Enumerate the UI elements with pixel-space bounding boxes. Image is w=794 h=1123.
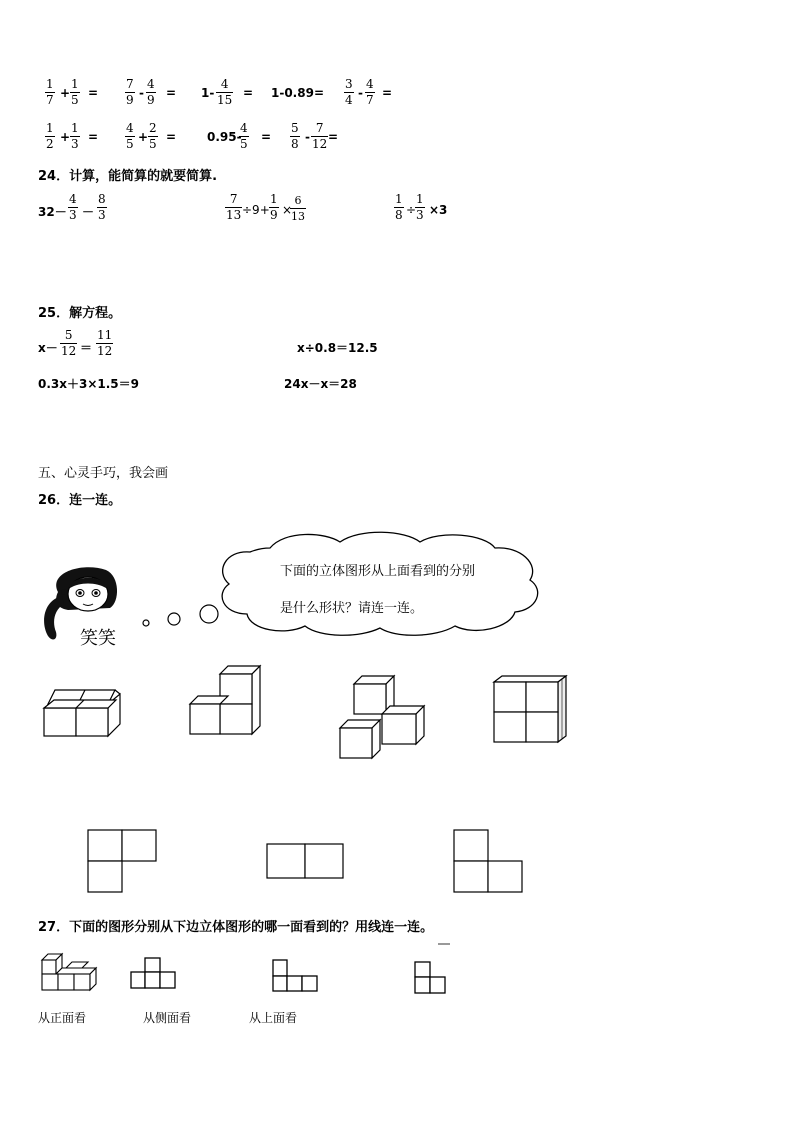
fraction: 3 4 (345, 77, 353, 107)
thought-circles (138, 600, 223, 630)
q27-view-2 (270, 957, 322, 995)
fraction: 1 2 (46, 121, 54, 151)
bubble-line-2: 是什么形状？请连一连。 (280, 601, 424, 616)
fraction: 4 5 (240, 121, 248, 151)
fraction: 6 13 (291, 194, 305, 223)
q27-label-side: 从侧面看 (143, 1011, 192, 1025)
q27-label-top: 从上面看 (249, 1011, 298, 1025)
fraction: 4 7 (366, 77, 374, 107)
solid-figure-1 (40, 680, 125, 740)
top-view-2 (265, 842, 347, 880)
fraction: 1 7 (46, 77, 54, 107)
fraction: 4 3 (69, 192, 77, 222)
q27-view-1 (129, 955, 179, 993)
fraction: 7 9 (126, 77, 134, 107)
fraction: 8 3 (98, 192, 106, 222)
q25-equation-2: x÷0.8＝12.5 (297, 341, 378, 355)
character-name: 笑笑 (80, 628, 116, 649)
top-view-1 (86, 828, 158, 894)
fraction: 1 9 (270, 192, 278, 222)
q25-equation-4: 24x－x＝28 (284, 377, 357, 391)
q27-title: 27．下面的图形分别从下边立体图形的哪一面看到的？用线连一连。 (38, 920, 434, 935)
q26-title: 26．连一连。 (38, 493, 122, 508)
fraction: 11 12 (97, 328, 113, 358)
fraction: 2 5 (149, 121, 157, 151)
q24-title: 24．计算，能简算的就要简算. (38, 169, 218, 184)
solid-figure-3 (338, 672, 428, 762)
fraction: 4 15 (217, 77, 233, 107)
fraction: 7 12 (312, 121, 328, 151)
solid-figure-4 (492, 672, 572, 746)
section-5-title: 五、心灵手巧，我会画 (38, 466, 169, 481)
q25-equation-3: 0.3x＋3×1.5＝9 (38, 377, 140, 391)
q27-label-front: 从正面看 (38, 1011, 87, 1025)
fraction: 1 5 (71, 77, 79, 107)
q27-solid (40, 950, 100, 994)
fraction: 1 3 (71, 121, 79, 151)
bubble-line-1: 下面的立体图形从上面看到的分别 (280, 564, 476, 579)
fraction: 1 3 (416, 192, 424, 222)
thought-cloud (215, 528, 545, 640)
q25-title: 25．解方程。 (38, 306, 122, 321)
q27-view-3 (412, 942, 452, 998)
fraction: 5 8 (291, 121, 299, 151)
fraction: 4 9 (147, 77, 155, 107)
fraction: 4 5 (126, 121, 134, 151)
fraction: 7 13 (226, 192, 242, 222)
fraction: 1 8 (395, 192, 403, 222)
fraction: 5 12 (61, 328, 77, 358)
top-view-3 (452, 828, 526, 894)
solid-figure-2 (188, 662, 268, 740)
